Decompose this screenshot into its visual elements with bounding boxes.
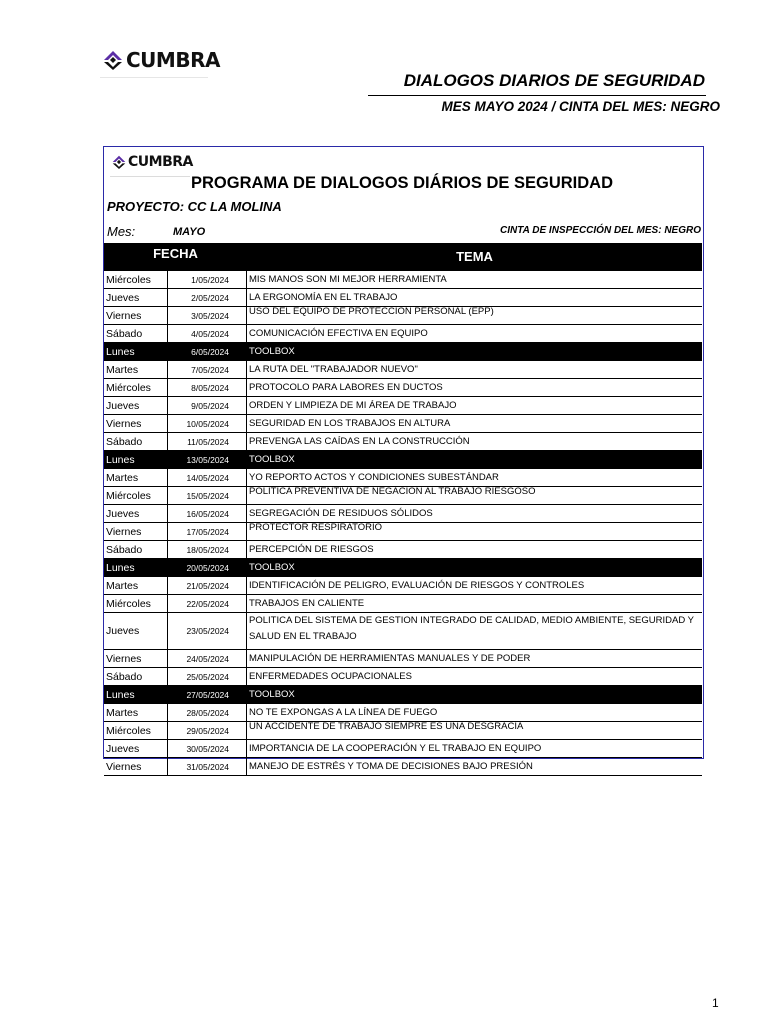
row-tema: POLITICA PREVENTIVA DE NEGACION AL TRABAJO RIESGOSO	[249, 487, 536, 497]
row-day: Martes	[104, 704, 168, 721]
row-date: 23/05/2024	[168, 613, 247, 649]
program-brand-name: CUMBRA	[128, 154, 193, 170]
row-date: 21/05/2024	[168, 577, 247, 594]
table-row	[104, 325, 702, 343]
row-date: 20/05/2024	[168, 559, 247, 576]
table-row	[104, 722, 702, 740]
table-row	[104, 559, 702, 577]
program-frame	[103, 146, 704, 773]
row-day: Jueves	[104, 505, 168, 522]
row-date: 6/05/2024	[168, 343, 247, 360]
table-row	[104, 758, 702, 776]
row-day: Miércoles	[104, 271, 168, 288]
month-label: Mes:	[107, 224, 136, 239]
row-day: Viernes	[104, 650, 168, 667]
title-underline	[368, 95, 706, 96]
row-date: 14/05/2024	[168, 469, 247, 486]
table-row	[104, 361, 702, 379]
row-date: 7/05/2024	[168, 361, 247, 378]
row-day: Jueves	[104, 289, 168, 306]
row-date: 4/05/2024	[168, 325, 247, 342]
logo-divider	[100, 77, 208, 78]
row-tema: LA RUTA DEL "TRABAJADOR NUEVO"	[249, 364, 418, 375]
row-day: Viernes	[104, 307, 168, 324]
row-date: 27/05/2024	[168, 686, 247, 703]
row-date: 17/05/2024	[168, 523, 247, 540]
row-tema: TOOLBOX	[249, 562, 295, 573]
row-day: Miércoles	[104, 379, 168, 396]
row-date: 15/05/2024	[168, 487, 247, 504]
table-row	[104, 307, 702, 325]
row-tema: IMPORTANCIA DE LA COOPERACIÓN Y EL TRABAJO EN EQUIPO	[249, 743, 542, 754]
row-date: 1/05/2024	[168, 271, 247, 288]
row-tema: TOOLBOX	[249, 689, 295, 700]
row-date: 2/05/2024	[168, 289, 247, 306]
row-tema: MANEJO DE ESTRÉS Y TOMA DE DECISIONES BAJO PRESIÓN	[249, 761, 533, 772]
row-tema: YO REPORTO ACTOS Y CONDICIONES SUBESTÁNDAR	[249, 472, 499, 483]
table-row	[104, 595, 702, 613]
month-value: MAYO	[173, 226, 206, 238]
table-row	[104, 740, 702, 758]
row-date: 11/05/2024	[168, 433, 247, 450]
row-date: 25/05/2024	[168, 668, 247, 685]
table-row	[104, 577, 702, 595]
row-tema: PROTECTOR RESPIRATORIO	[249, 523, 383, 533]
document-subtitle: MES MAYO 2024 / CINTA DEL MES: NEGRO	[441, 99, 720, 114]
row-day: Sábado	[104, 668, 168, 685]
table-row	[104, 469, 702, 487]
row-day: Martes	[104, 361, 168, 378]
row-day: Lunes	[104, 686, 168, 703]
row-day: Miércoles	[104, 595, 168, 612]
row-tema: SEGURIDAD EN LOS TRABAJOS EN ALTURA	[249, 418, 451, 429]
row-day: Jueves	[104, 397, 168, 414]
row-tema: POLITICA DEL SISTEMA DE GESTION INTEGRADO DE CALIDAD, MEDIO AMBIENTE, SEGURIDAD Y SALUD EN EL TRABAJO	[249, 615, 694, 642]
row-date: 13/05/2024	[168, 451, 247, 468]
row-day: Sábado	[104, 541, 168, 558]
table-row	[104, 541, 702, 559]
row-tema: TRABAJOS EN CALIENTE	[249, 598, 365, 609]
row-date: 30/05/2024	[168, 740, 247, 757]
row-tema: TOOLBOX	[249, 346, 295, 357]
row-date: 8/05/2024	[168, 379, 247, 396]
table-row	[104, 704, 702, 722]
row-day: Martes	[104, 577, 168, 594]
table-row	[104, 397, 702, 415]
row-date: 24/05/2024	[168, 650, 247, 667]
row-tema: ENFERMEDADES OCUPACIONALES	[249, 671, 412, 682]
row-tema: NO TE EXPONGAS A LA LÍNEA DE FUEGO	[249, 707, 438, 718]
row-tema: PREVENGA LAS CAÍDAS EN LA CONSTRUCCIÓN	[249, 436, 470, 447]
row-tema: TOOLBOX	[249, 454, 295, 465]
row-day: Jueves	[104, 613, 168, 649]
row-day: Viernes	[104, 415, 168, 432]
program-title: PROGRAMA DE DIALOGOS DIÁRIOS DE SEGURIDAD	[191, 174, 613, 192]
table-row	[104, 271, 702, 289]
row-date: 28/05/2024	[168, 704, 247, 721]
table-row	[104, 343, 702, 361]
row-tema: COMUNICACIÓN EFECTIVA EN EQUIPO	[249, 328, 428, 339]
row-day: Lunes	[104, 343, 168, 360]
document-title: DIALOGOS DIARIOS DE SEGURIDAD	[403, 71, 705, 90]
row-date: 31/05/2024	[168, 758, 247, 775]
table-row	[104, 668, 702, 686]
table-row	[104, 289, 702, 307]
column-header-fecha: FECHA	[153, 246, 198, 261]
program-logo	[112, 154, 193, 170]
table-row	[104, 686, 702, 704]
inspection-tape-label: CINTA DE INSPECCIÓN DEL MES: NEGRO	[500, 225, 701, 236]
table-row	[104, 487, 702, 505]
row-tema: PERCEPCIÓN DE RIESGOS	[249, 544, 374, 555]
row-tema: MANIPULACIÓN DE HERRAMIENTAS MANUALES Y DE PODER	[249, 653, 531, 664]
row-tema: LA ERGONOMÍA EN EL TRABAJO	[249, 292, 398, 303]
table-row	[104, 433, 702, 451]
table-row	[104, 415, 702, 433]
table-row	[104, 451, 702, 469]
program-logo-divider	[110, 176, 190, 177]
row-date: 18/05/2024	[168, 541, 247, 558]
row-date: 3/05/2024	[168, 307, 247, 324]
table-row	[104, 523, 702, 541]
row-tema: MIS MANOS SON MI MEJOR HERRAMIENTA	[249, 274, 447, 285]
schedule-table	[104, 243, 702, 776]
row-date: 22/05/2024	[168, 595, 247, 612]
row-day: Miércoles	[104, 487, 168, 504]
table-body	[104, 271, 702, 776]
row-day: Sábado	[104, 433, 168, 450]
row-tema: USO DEL EQUIPO DE PROTECCION PERSONAL (EPP)	[249, 307, 494, 317]
table-row	[104, 379, 702, 397]
row-date: 16/05/2024	[168, 505, 247, 522]
row-day: Martes	[104, 469, 168, 486]
row-day: Lunes	[104, 559, 168, 576]
row-tema: IDENTIFICACIÓN DE PELIGRO, EVALUACIÓN DE RIESGOS Y CONTROLES	[249, 580, 585, 591]
table-header	[104, 243, 702, 271]
cumbra-logo-icon	[112, 155, 126, 169]
column-header-tema: TEMA	[456, 249, 493, 264]
row-date: 9/05/2024	[168, 397, 247, 414]
table-row	[104, 505, 702, 523]
row-day: Viernes	[104, 758, 168, 775]
row-tema: PROTOCOLO PARA LABORES EN DUCTOS	[249, 382, 443, 393]
row-day: Viernes	[104, 523, 168, 540]
row-day: Lunes	[104, 451, 168, 468]
row-date: 29/05/2024	[168, 722, 247, 739]
table-row	[104, 650, 702, 668]
brand-name: CUMBRA	[126, 48, 220, 72]
row-tema: ORDEN Y LIMPIEZA DE MI ÁREA DE TRABAJO	[249, 400, 457, 411]
row-date: 10/05/2024	[168, 415, 247, 432]
project-label: PROYECTO: CC LA MOLINA	[107, 199, 282, 214]
row-tema: UN ACCIDENTE DE TRABAJO SIEMPRE ES UNA DESGRACIA	[249, 722, 524, 732]
row-day: Miércoles	[104, 722, 168, 739]
row-day: Jueves	[104, 740, 168, 757]
brand-logo	[103, 48, 220, 72]
cumbra-logo-icon	[103, 50, 123, 70]
table-row	[104, 613, 702, 650]
page-number: 1	[712, 996, 719, 1010]
row-day: Sábado	[104, 325, 168, 342]
row-tema: SEGREGACIÓN DE RESIDUOS SÓLIDOS	[249, 508, 433, 519]
